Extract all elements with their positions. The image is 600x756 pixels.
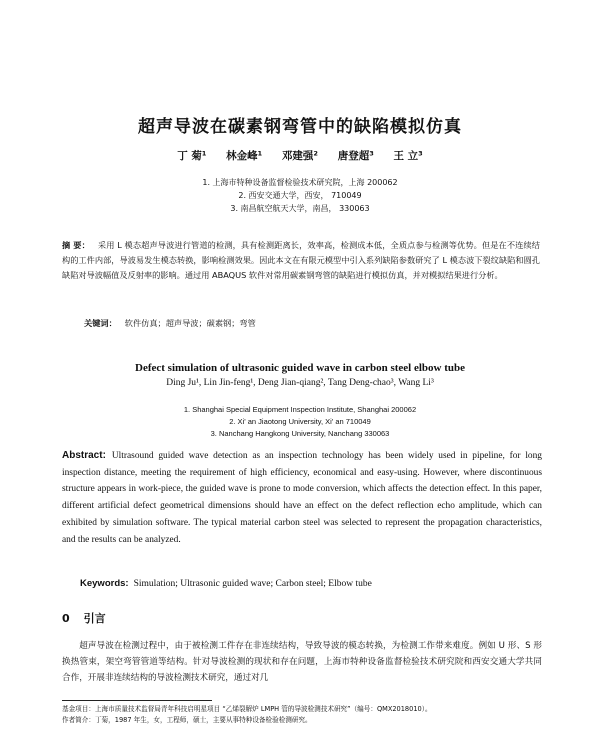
chinese-abstract-label: 摘 要： <box>62 240 90 250</box>
chinese-author: 丁 菊¹ <box>177 150 207 162</box>
english-abstract-text: Ultrasound guided wave detection as an inspection technology has been widely used in pipeline, for long inspection distance, meeting the requirement of high efficiency, economical and easy-using. However, where discontinuous structure appears in work-piece, the guided wave is prone to mode conversion, which affects the detection effect. In this paper, different artificial defect geometrical dimensions should have an effect on the defect reflection echo amplitude, which can exhibited by simulation software. The typical material carbon steel was selected to represent the propagation characteristics, and the results can be analyzed. <box>62 451 542 545</box>
english-keywords <box>80 578 540 589</box>
english-keywords-text: Simulation; Ultrasonic guided wave; Carbon steel; Elbow tube <box>133 579 372 589</box>
section-title: 引言 <box>83 612 106 625</box>
english-abstract-label: Abstract: <box>62 450 106 461</box>
chinese-affiliation: 1. 上海市特种设备监督检验技术研究院，上海 200062 <box>202 178 398 187</box>
chinese-keywords-label: 关键词： <box>84 318 117 328</box>
english-title: Defect simulation of ultrasonic guided wave in carbon steel elbow tube <box>135 362 465 374</box>
english-abstract <box>62 448 542 548</box>
chinese-author: 邓建强² <box>281 150 319 162</box>
chinese-affiliation: 2. 西安交通大学，西安， 710049 <box>238 191 362 200</box>
english-affiliation: 1. Shanghai Special Equipment Inspection Institute, Shanghai 200062 <box>183 405 417 414</box>
author-bio-footnote: 作者简介：丁菊，1987 年生，女，工程师，硕士，主要从事特种设备检验检测研究。 <box>62 716 312 724</box>
footnote-divider <box>62 700 212 701</box>
introduction-paragraph: 超声导波在检测过程中，由于被检测工件存在非连续结构，导致导波的模态转换，为检测工作带来难度。例如 U 形、S 形换热管束，架空弯管管道等结构。针对导波检测的现状和存在问题，上海市特种设备监督检验技术研究院和西安交通大学共同合作，开展非连续结构的导波检测技术研究，通过对几 <box>62 641 542 683</box>
chinese-affiliation: 3. 南昌航空航天大学，南昌， 330063 <box>230 204 370 213</box>
footnotes <box>62 704 542 726</box>
chinese-keywords-text: 软件仿真；超声导波；碳素钢；弯管 <box>124 318 256 328</box>
chinese-abstract-text: 采用 L 模态超声导波进行管道的检测，具有检测距离长，效率高，检测成本低，全质点参与检测等优势。但是在不连续结构的工件内部，导波易发生模态转换，影响检测效果。因此本文在有限元模型中引入系列缺陷参数研究了 L 模态波下裂纹缺陷和圆孔缺陷对导波幅值及反射率的影响。通过用 ABAQUS 软件对常用碳素钢弯管的缺陷进行模拟仿真，并对模拟结果进行分析。 <box>62 240 540 280</box>
section-number: 0 <box>62 612 70 625</box>
english-affiliations <box>0 404 600 440</box>
english-affiliation: 2. Xi' an Jiaotong University, Xi' an 710049 <box>229 417 371 426</box>
funding-footnote: 基金项目：上海市质量技术监督局青年科技启明星项目 “乙烯裂解炉 LMPH 管的导波检测技术研究”（编号：QMX2018010）。 <box>62 705 432 713</box>
chinese-keywords <box>84 318 540 329</box>
section-heading <box>62 610 106 626</box>
english-keywords-label: Keywords: <box>80 578 129 589</box>
chinese-affiliations <box>0 176 600 215</box>
chinese-author-list <box>0 148 600 163</box>
chinese-title: 超声导波在碳素钢弯管中的缺陷模拟仿真 <box>138 117 462 137</box>
chinese-author: 林金峰¹ <box>226 150 263 162</box>
chinese-author: 唐登超³ <box>337 150 374 162</box>
english-author-list: Ding Ju¹, Lin Jin-feng¹, Deng Jian-qiang², Tang Deng-chao³, Wang Li³ <box>166 378 434 388</box>
english-affiliation: 3. Nanchang Hangkong University, Nanchang 330063 <box>210 429 390 438</box>
chinese-abstract <box>62 238 540 283</box>
chinese-author: 王 立³ <box>393 150 423 162</box>
